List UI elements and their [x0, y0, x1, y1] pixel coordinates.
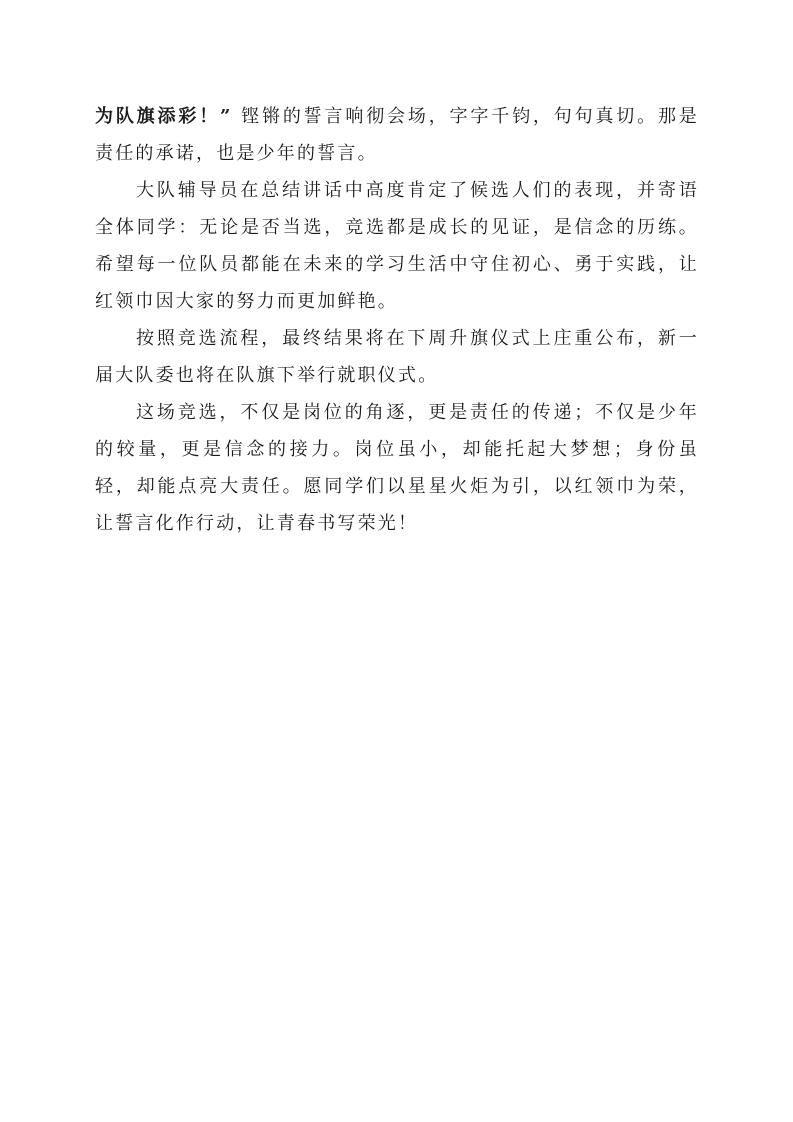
- quote-ending-bold: 为队旗添彩！”: [95, 106, 233, 127]
- paragraph-text: 大队辅导员在总结讲话中高度肯定了候选人们的表现，并寄语全体同学：无论是否当选，竞选都是成长的见证，是信念的历练。希望每一位队员都能在未来的学习生活中守住初心、勇于实践，让红领巾因大家的努力而更加鲜艳。: [95, 180, 699, 312]
- document-body: [95, 98, 699, 542]
- paragraph-counselor-speech: [95, 172, 699, 320]
- paragraph-election-process: [95, 320, 699, 394]
- paragraph-text: 按照竞选流程，最终结果将在下周升旗仪式上庄重公布，新一届大队委也将在队旗下举行就职仪式。: [95, 328, 699, 386]
- paragraph-closing: [95, 394, 699, 542]
- paragraph-oath-echo: [95, 98, 699, 172]
- paragraph-text: 铿锵的誓言响彻会场，字字千钧，句句真切。那是责任的承诺，也是少年的誓言。: [95, 106, 699, 164]
- paragraph-text: 这场竞选，不仅是岗位的角逐，更是责任的传递；不仅是少年的较量，更是信念的接力。岗位虽小，却能托起大梦想；身份虽轻，却能点亮大责任。愿同学们以星星火炬为引，以红领巾为荣，让誓言化作行动，让青春书写荣光！: [95, 402, 699, 534]
